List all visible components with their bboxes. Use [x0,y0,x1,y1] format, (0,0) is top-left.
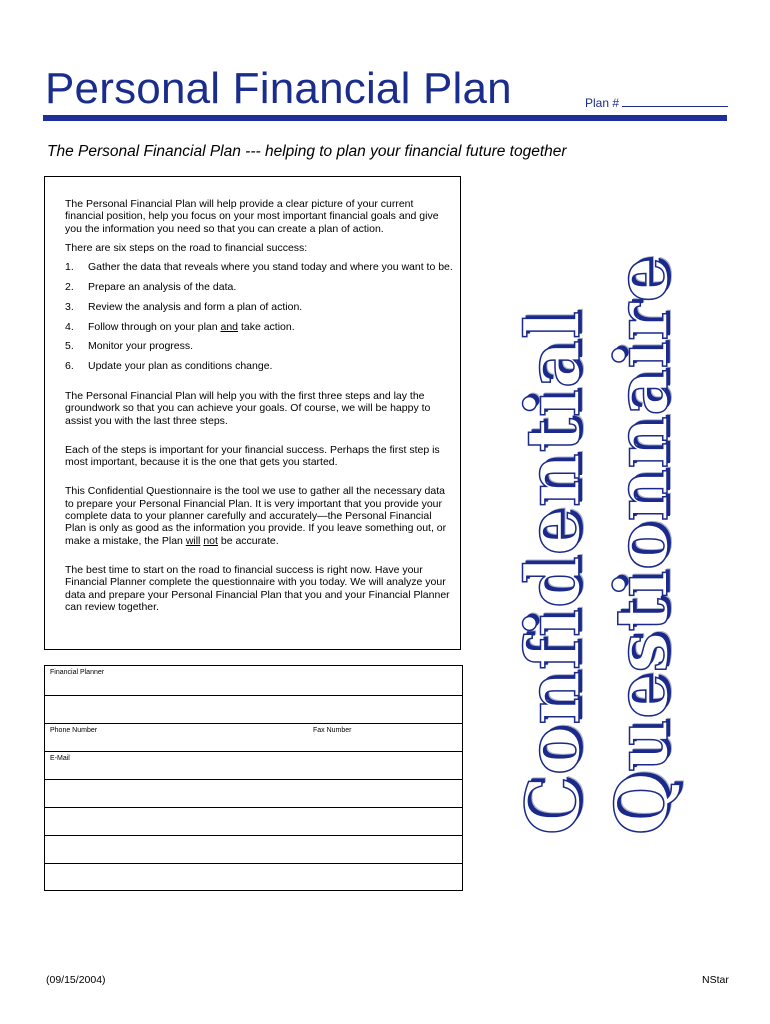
vertical-title-line-2: Questionnaire [599,256,684,835]
blank-row[interactable] [45,808,462,836]
blank-row[interactable] [45,836,462,864]
steps-list [65,261,453,380]
step-text-pre: Follow through on your plan [88,320,221,333]
contact-form [44,665,463,891]
blank-row[interactable] [45,696,462,724]
paragraph-4-text: This Confidential Questionnaire is the tool we use to gather all the necessary data to prepare your Personal Financial Plan. It is very important that you provide your complete data to your planner carefully and accurately—the Personal Financial Plan is only as good as the information you provide. If you leave something out, or make a mistake, the Plan [65,485,447,547]
vertical-title-line-1: Confidential [511,310,597,835]
page-title: Personal Financial Plan [45,64,512,113]
intro-paragraph-5: The best time to start on the road to financial success is right now. Have your Financial Planner complete the questionnaire with you today. We will analyze your data and prepare your Personal Financial Plan that you and your Financial Planner can review together. [65,563,450,613]
step-text: Update your plan as conditions change. [88,360,273,373]
phone-number-label: Phone Number [50,727,98,734]
header-rule [43,115,727,121]
step-text-post: take action. [238,320,295,333]
fax-number-label: Fax Number [313,727,352,734]
email-row[interactable] [45,752,462,780]
underlined-will: will [185,534,201,547]
footer-brand: NStar [702,974,729,986]
page-subtitle: The Personal Financial Plan --- helping to plan your financial future together [47,143,567,160]
plan-number-blank[interactable] [622,95,728,107]
intro-paragraph-2: The Personal Financial Plan will help you with the first three steps and lay the groundwork so that you can achieve your goals. Of course, we will be happy to assist you with the last three steps. [65,389,431,427]
step-number: 5. [65,340,74,353]
step-text: Review the analysis and form a plan of action. [88,300,303,313]
phone-fax-row[interactable] [45,724,462,752]
step-number: 2. [65,280,74,293]
step-number: 1. [65,261,74,274]
step-text: Prepare an analysis of the data. [88,280,237,293]
blank-row[interactable] [45,864,462,890]
step-item [65,340,453,360]
confidential-questionnaire-title [510,256,720,835]
step-item [65,321,453,341]
step-item [65,281,453,301]
intro-paragraph-1: The Personal Financial Plan will help provide a clear picture of your current financial position, help you focus on your most important financial goals and give you the information you need so that you can create a plan of action. [65,198,439,235]
step-number: 6. [65,360,74,373]
financial-planner-label: Financial Planner [50,669,105,676]
intro-paragraph-4 [65,485,453,546]
blank-row[interactable] [45,780,462,808]
step-text: Gather the data that reveals where you stand today and where you want to be. [88,261,453,274]
step-item [65,261,453,281]
step-text-underlined: and [220,320,239,333]
intro-box [44,176,461,650]
steps-intro: There are six steps on the road to financial success: [65,241,308,254]
intro-paragraph-3: Each of the steps is important for your financial success. Perhaps the first step is most important, because it is the one that gets you started. [65,443,440,469]
plan-number-field[interactable] [585,95,728,110]
step-number: 4. [65,320,74,333]
underlined-not: not [203,534,218,547]
plan-number-label: Plan # [585,96,620,110]
email-label: E-Mail [50,755,70,762]
footer-date: (09/15/2004) [46,974,106,986]
step-number: 3. [65,300,74,313]
financial-planner-row[interactable] [45,666,462,696]
step-item [65,360,453,380]
step-item [65,301,453,321]
step-text: Monitor your progress. [88,340,194,353]
intro-text [65,198,453,613]
paragraph-4-end: be accurate. [217,534,279,547]
